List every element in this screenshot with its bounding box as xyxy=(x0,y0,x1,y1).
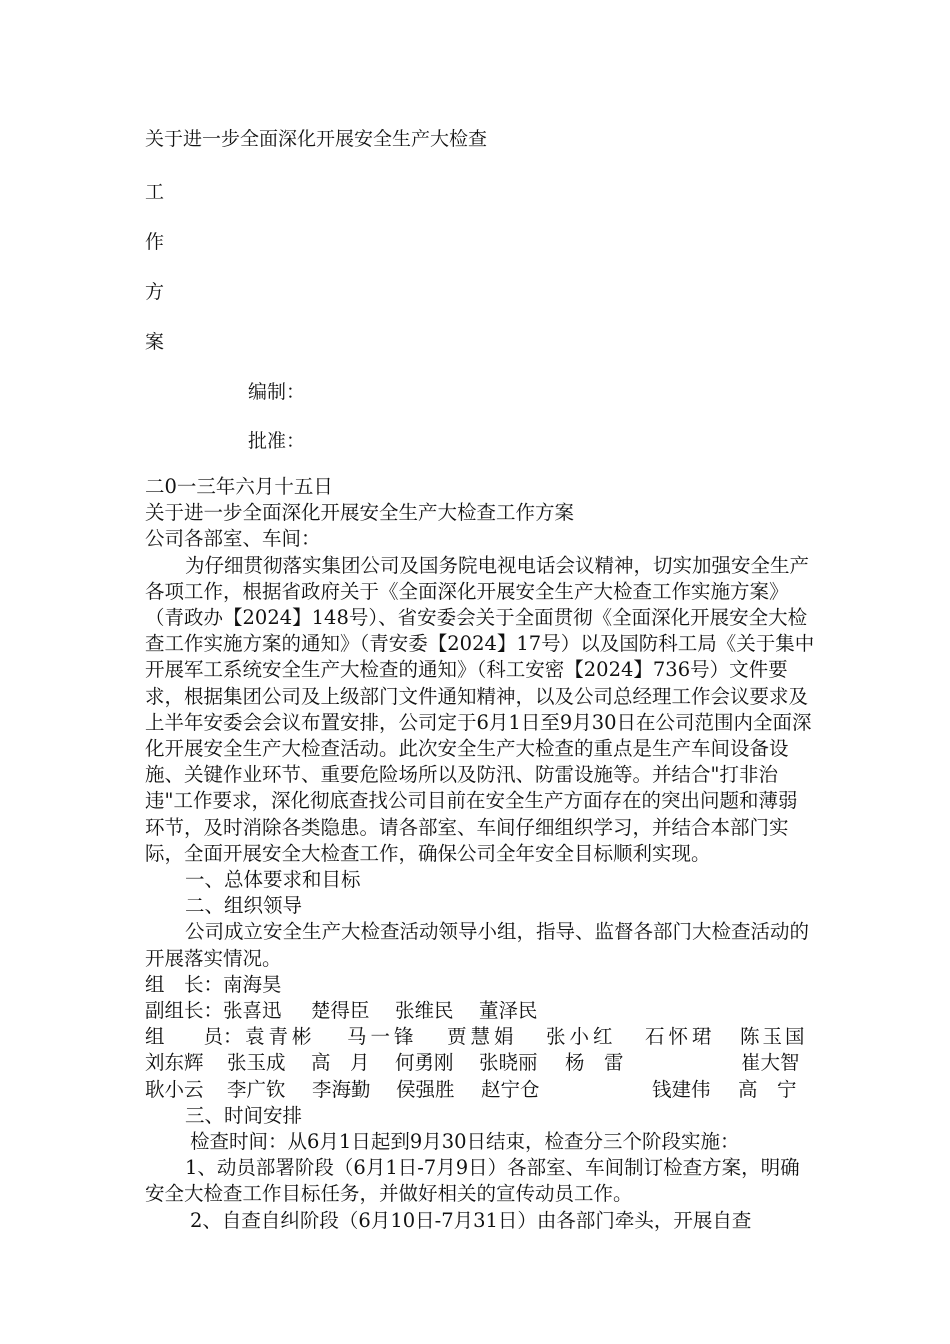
member-name: 刘东辉 xyxy=(145,1051,204,1075)
member-name: 高 月 xyxy=(311,1051,370,1075)
phase-1-paragraph: 1、动员部署阶段（6月1日-7月9日）各部室、车间制订检查方案，明确安全大检查工作目标任务，并做好相关的宣传动员工作。 xyxy=(145,1156,800,1206)
phase-2-paragraph: 2、自查自纠阶段（6月10日-7月31日）由各部门牵头，开展自查 xyxy=(190,1208,752,1232)
member-name: 马一锋 xyxy=(347,1025,418,1049)
deputy-label: 副组长： xyxy=(145,999,224,1023)
member-name: 杨 雷 xyxy=(565,1051,624,1075)
cover-title-char-2: 作 xyxy=(145,231,165,253)
member-name: 陈玉国 xyxy=(740,1025,808,1049)
member-name: 张玉成 xyxy=(227,1051,286,1075)
intro-paragraph: 为仔细贯彻落实集团公司及国务院电视电话会议精神，切实加强安全生产各项工作，根据省政府关于《全面深化开展安全生产大检查工作实施方案》（青政办【2024】148号）、省安委会关于全面贯彻《全面深化开展安全大检查工作实施方案的通知》（青安委【2024】17号）以及国防科工局《关于集中开展军工系统安全生产大检查的通知》（科工安密【2024】736号）文件要求，根据集团公司及上级部门文件通知精神，以及公司总经理工作会议要求及上半年安委会会议布置安排，公司定于6月1日至9月30日在公司范围内全面深化开展安全生产大检查活动。此次安全生产大检查的重点是生产车间设备设施、关键作业环节、重要危险场所以及防汛、防雷设施等。并结合"打非治违"工作要求，深化彻底查找公司目前在安全生产方面存在的突出问题和薄弱环节，及时消除各类隐患。请各部室、车间仔细组织学习，并结合本部门实际，全面开展安全大检查工作，确保公司全年安全目标顺利实现。 xyxy=(145,553,815,865)
document-body xyxy=(145,474,815,1234)
members-row-2 xyxy=(145,1050,815,1076)
addressee: 公司各部室、车间： xyxy=(145,527,321,551)
member-name: 高 宁 xyxy=(738,1077,797,1101)
deputy-name: 张维民 xyxy=(395,999,454,1023)
member-name: 耿小云 xyxy=(145,1077,204,1101)
member-name: 石怀珺 xyxy=(645,1025,716,1049)
deputy-name: 张喜迅 xyxy=(223,999,282,1023)
members-label: 组 员： xyxy=(145,1025,243,1049)
cover-title-char-1: 工 xyxy=(145,181,165,203)
members-row-3 xyxy=(145,1077,815,1103)
member-name: 袁青彬 xyxy=(245,1025,316,1049)
leader-label: 组 长： xyxy=(145,972,224,996)
deputy-name: 董泽民 xyxy=(479,999,538,1023)
member-name: 李海勤 xyxy=(312,1077,371,1101)
member-name: 张小红 xyxy=(546,1025,617,1049)
cover-title-char-4: 案 xyxy=(145,331,165,353)
member-name: 何勇刚 xyxy=(395,1051,454,1075)
section-heading-3: 三、时间安排 xyxy=(185,1103,303,1127)
approved-by-label: 批准： xyxy=(248,430,306,452)
cover-title: 关于进一步全面深化开展安全生产大检查 xyxy=(145,128,488,150)
leader-name: 南海昊 xyxy=(223,972,282,996)
cover-title-char-3: 方 xyxy=(145,281,165,303)
section-heading-1: 一、总体要求和目标 xyxy=(185,868,361,892)
deputy-name: 楚得臣 xyxy=(311,999,370,1023)
cover-date: 二0一三年六月十五日 xyxy=(145,475,333,498)
member-name: 赵宁仓 xyxy=(481,1077,540,1101)
members-row-1 xyxy=(145,1024,815,1050)
org-paragraph: 公司成立安全生产大检查活动领导小组，指导、监督各部门大检查活动的开展落实情况。 xyxy=(145,920,810,970)
member-name: 张晓丽 xyxy=(479,1051,538,1075)
leader-row xyxy=(145,972,815,998)
member-name: 钱建伟 xyxy=(652,1077,711,1101)
member-name: 贾慧娟 xyxy=(447,1025,518,1049)
deputy-row xyxy=(145,998,815,1024)
section-heading-2: 二、组织领导 xyxy=(185,894,303,918)
member-name: 李广钦 xyxy=(227,1077,286,1101)
member-name: 崔大智 xyxy=(741,1051,800,1075)
compiled-by-label: 编制： xyxy=(248,381,306,403)
document-title: 关于进一步全面深化开展安全生产大检查工作方案 xyxy=(145,501,575,525)
schedule-intro: 检查时间：从6月1日起到9月30日结束，检查分三个阶段实施： xyxy=(190,1130,740,1154)
member-name: 侯强胜 xyxy=(396,1077,455,1101)
